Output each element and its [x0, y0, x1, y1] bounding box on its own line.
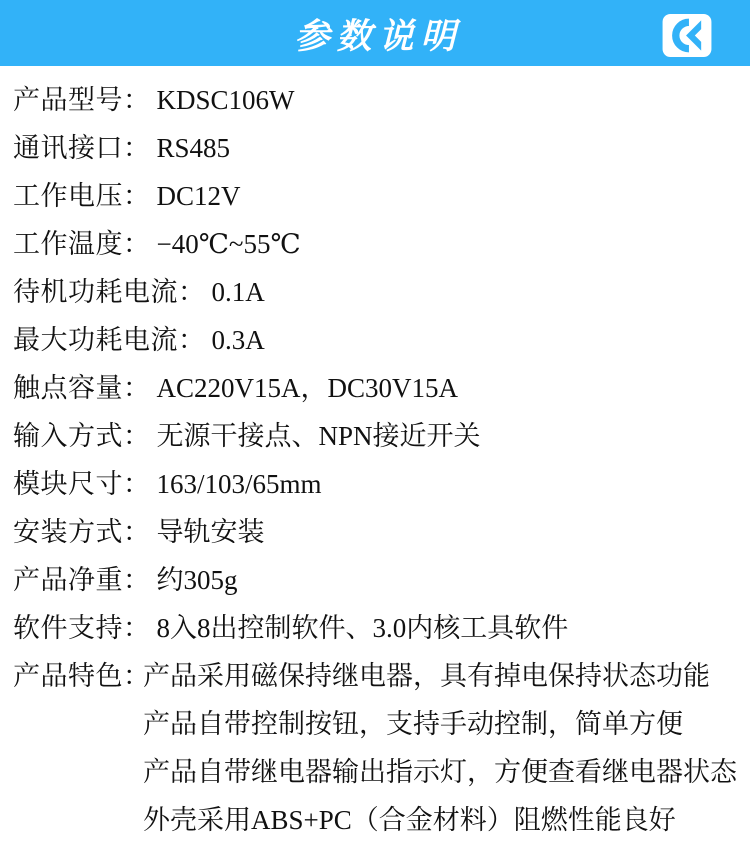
spec-label: 最大功耗电流：	[13, 325, 206, 355]
spec-label: 工作温度：	[13, 229, 151, 259]
feature-line: 产品采用磁保持继电器，具有掉电保持状态功能	[143, 661, 710, 691]
spec-row	[13, 412, 734, 460]
spec-value: 约305g	[156, 565, 238, 595]
feature-block	[13, 652, 737, 844]
page-title: 参数说明	[294, 17, 463, 56]
spec-value: 无源干接点、NPN接近开关	[156, 421, 481, 451]
spec-label: 输入方式：	[13, 421, 151, 451]
feature-row	[13, 652, 734, 700]
spec-value: −40℃~55℃	[156, 229, 301, 259]
spec-row	[13, 508, 734, 556]
spec-row	[13, 268, 734, 316]
feature-line: 外壳采用ABS+PC（合金材料）阻燃性能良好	[143, 805, 676, 835]
spec-row	[13, 76, 734, 124]
spec-label: 软件支持：	[13, 613, 151, 643]
spec-label: 触点容量：	[13, 373, 151, 403]
spec-label: 产品型号：	[13, 85, 151, 115]
spec-label: 模块尺寸：	[13, 469, 151, 499]
feature-line: 产品自带控制按钮，支持手动控制，简单方便	[143, 709, 683, 739]
spec-label: 产品净重：	[13, 565, 151, 595]
spec-value: 导轨安装	[156, 517, 265, 547]
spec-value: 8入8出控制软件、3.0内核工具软件	[156, 613, 569, 643]
spec-value: DC12V	[156, 181, 241, 211]
spec-value: 0.3A	[211, 325, 265, 355]
header-bar	[0, 0, 750, 66]
spec-label: 安装方式：	[13, 517, 151, 547]
feature-label: 产品特色：	[13, 661, 151, 691]
spec-value: RS485	[156, 133, 231, 163]
spec-label: 工作电压：	[13, 181, 151, 211]
brand-logo-icon	[662, 14, 712, 57]
spec-label: 通讯接口：	[13, 133, 151, 163]
spec-label: 待机功耗电流：	[13, 277, 206, 307]
spec-row	[13, 124, 734, 172]
spec-value: 0.1A	[211, 277, 265, 307]
spec-value: 163/103/65mm	[156, 469, 322, 499]
spec-row	[13, 316, 734, 364]
spec-row	[13, 220, 734, 268]
spec-row	[13, 604, 734, 652]
spec-list	[0, 66, 750, 844]
spec-row	[13, 364, 734, 412]
spec-value: KDSC106W	[156, 85, 295, 115]
feature-line: 产品自带继电器输出指示灯，方便查看继电器状态	[143, 757, 737, 787]
spec-row	[13, 556, 734, 604]
spec-value: AC220V15A，DC30V15A	[156, 373, 459, 403]
spec-row	[13, 172, 734, 220]
spec-row	[13, 460, 734, 508]
